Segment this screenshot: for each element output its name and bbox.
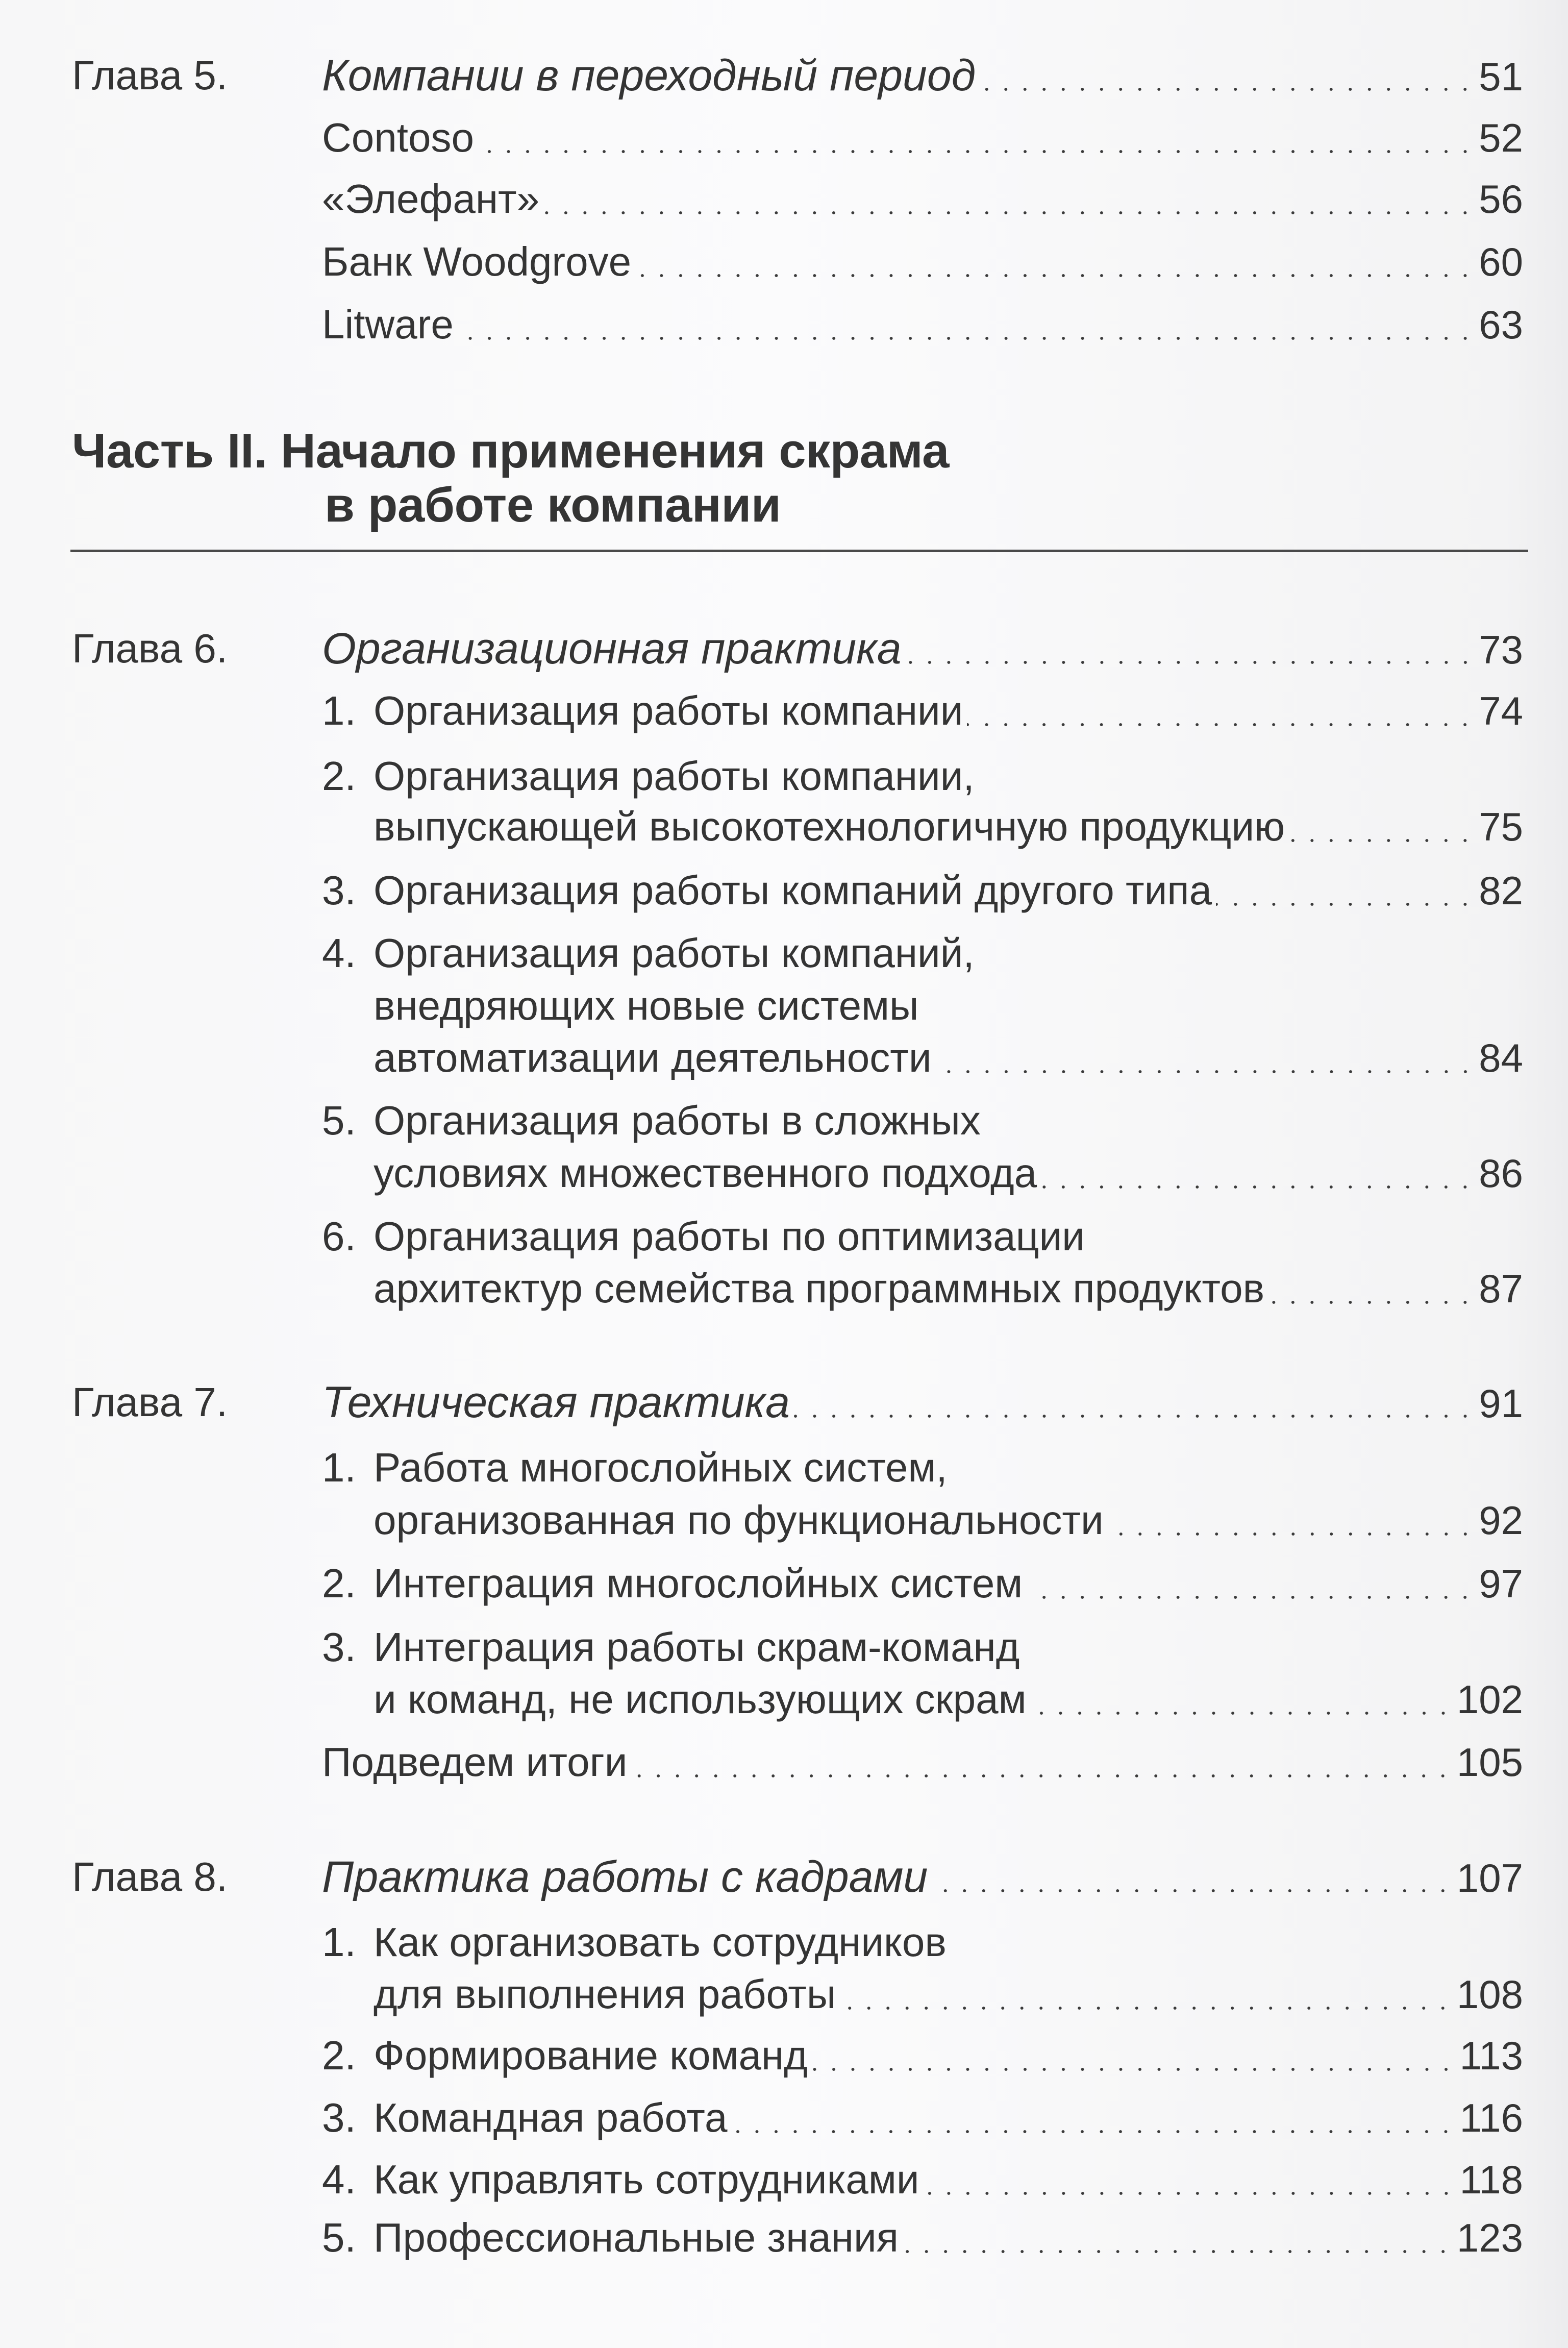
dot-leader [980, 86, 1475, 92]
page-number: 97 [1479, 1561, 1523, 1606]
entry-title: Организация работы компании [374, 688, 963, 733]
page-number: 75 [1479, 804, 1523, 849]
entry-title: Как управлять сотрудниками [374, 2157, 919, 2202]
entry-number: 6. [322, 1214, 356, 1259]
dot-leader [1108, 1531, 1475, 1537]
entry-number: 2. [322, 2033, 356, 2078]
entry-title: Банк Woodgrove [322, 239, 632, 284]
toc-entry-continuation[interactable] [374, 1497, 1523, 1543]
entry-title: Организация работы в сложных [374, 1098, 981, 1143]
page-number: 108 [1456, 1972, 1523, 2017]
dot-leader [903, 2248, 1453, 2255]
dot-leader [543, 210, 1475, 216]
entry-title: Litware [322, 302, 454, 347]
toc-entry[interactable] [322, 1563, 1523, 1604]
toc-entry[interactable] [322, 2035, 1523, 2076]
toc-entry-chapter-7[interactable] [322, 1378, 1523, 1427]
toc-entry[interactable] [322, 304, 1523, 345]
toc-entry-continuation[interactable] [374, 1971, 1523, 2017]
dot-leader [794, 1413, 1475, 1419]
entry-title: Командная работа [374, 2095, 728, 2140]
toc-entry[interactable] [322, 241, 1523, 282]
chapter-6-label: Глава 6. [72, 626, 228, 671]
entry-title: Организация работы компаний, [374, 930, 975, 976]
entry-title: организованная по функциональности [374, 1497, 1104, 1543]
page-number: 56 [1479, 177, 1523, 221]
entry-title: автоматизации деятельности [374, 1035, 932, 1080]
dot-leader [906, 659, 1475, 665]
entry-title: Интеграция работы скрам-команд [374, 1624, 1020, 1670]
entry-title: архитектур семейства программных продуктов [374, 1266, 1265, 1311]
dot-leader [1041, 1184, 1475, 1190]
chapter-5-title: Компании в переходный период [322, 51, 976, 100]
page-number: 82 [1479, 868, 1523, 913]
page-number: 123 [1456, 2215, 1523, 2260]
toc-entry[interactable] [322, 1447, 1523, 1488]
part-heading-line-2: в работе компании [325, 478, 781, 532]
dot-leader [932, 1888, 1453, 1894]
toc-entry[interactable] [322, 870, 1523, 911]
dot-leader [478, 149, 1475, 155]
entry-title: Профессиональные знания [374, 2215, 899, 2260]
toc-entry[interactable] [322, 1216, 1523, 1257]
entry-title: Как организовать сотрудников [374, 1919, 947, 1965]
page-number: 116 [1459, 2095, 1523, 2140]
part-heading-line-1: Часть II. Начало применения скрама [72, 424, 949, 478]
dot-leader [812, 2066, 1456, 2072]
dot-leader [458, 335, 1475, 341]
page-number: 91 [1479, 1381, 1523, 1426]
entry-title: Contoso [322, 115, 474, 160]
page-number: 86 [1479, 1151, 1523, 1196]
toc-entry[interactable] [322, 930, 1523, 976]
entry-number: 4. [322, 2157, 356, 2202]
page-number: 113 [1459, 2033, 1523, 2078]
toc-entry[interactable] [322, 753, 1523, 799]
chapter-6-title: Организационная практика [322, 624, 902, 673]
chapter-7-title: Техническая практика [322, 1378, 790, 1427]
entry-title: Интеграция многослойных систем [374, 1561, 1023, 1606]
entry-number: 1. [322, 1445, 356, 1490]
chapter-5-label: Глава 5. [72, 53, 228, 98]
toc-entry[interactable] [322, 2217, 1523, 2258]
entry-number: 3. [322, 1624, 356, 1670]
entry-title: Формирование команд [374, 2033, 808, 2078]
entry-title: и команд, не использующих скрам [374, 1676, 1027, 1722]
dot-leader [1027, 1594, 1475, 1600]
dot-leader [924, 2190, 1456, 2196]
toc-entry[interactable] [322, 2159, 1523, 2200]
entry-number: 1. [322, 688, 356, 733]
toc-entry[interactable] [322, 1624, 1523, 1670]
entry-title: условиях множественного подхода [374, 1150, 1037, 1196]
toc-entry-continuation[interactable] [374, 1037, 1523, 1078]
entry-title-continuation: внедряющих новые системы [374, 983, 919, 1028]
dot-leader [967, 722, 1475, 728]
toc-entry[interactable] [322, 1919, 1523, 1965]
dot-leader [1031, 1710, 1453, 1716]
entry-number: 3. [322, 2095, 356, 2140]
entry-title: выпускающей высокотехнологичную продукцию [374, 804, 1285, 849]
entry-title: Подведем итоги [322, 1739, 628, 1785]
dot-leader [731, 2129, 1455, 2135]
page-number: 51 [1479, 54, 1523, 99]
toc-entry-chapter-5[interactable] [322, 51, 1523, 100]
page-number: 92 [1479, 1498, 1523, 1543]
toc-entry-continuation[interactable] [374, 1150, 1523, 1196]
page-number: 60 [1479, 239, 1523, 284]
page-number: 73 [1479, 627, 1523, 672]
toc-entry[interactable] [322, 176, 1523, 221]
page-number: 102 [1456, 1677, 1523, 1722]
entry-title: Работа многослойных систем, [374, 1445, 948, 1490]
chapter-8-label: Глава 8. [72, 1854, 228, 1899]
entry-number: 2. [322, 1561, 356, 1606]
page-number: 63 [1479, 302, 1523, 347]
entry-title: Организация работы по оптимизации [374, 1214, 1085, 1259]
toc-entry-continuation[interactable] [374, 1676, 1523, 1722]
toc-entry-chapter-6[interactable] [322, 624, 1523, 673]
dot-leader [1289, 837, 1475, 844]
page-number: 107 [1456, 1856, 1523, 1900]
entry-title: «Элефант» [322, 176, 540, 221]
page-number: 52 [1479, 115, 1523, 160]
entry-number: 5. [322, 2215, 356, 2260]
page-number: 74 [1479, 688, 1523, 733]
page-number: 105 [1456, 1740, 1523, 1785]
chapter-7-label: Глава 7. [72, 1379, 228, 1425]
dot-leader [1268, 1299, 1475, 1305]
dot-leader [936, 1069, 1475, 1075]
entry-title: для выполнения работы [374, 1971, 836, 2017]
toc-entry-summary[interactable] [322, 1739, 1523, 1785]
entry-number: 3. [322, 868, 356, 913]
dot-leader [631, 1773, 1452, 1779]
entry-number: 2. [322, 753, 356, 799]
entry-title: Организация работы компании, [374, 753, 975, 799]
toc-entry-continuation[interactable] [374, 806, 1523, 847]
section-divider [70, 550, 1528, 552]
entry-number: 1. [322, 1919, 356, 1965]
page-number: 118 [1459, 2157, 1523, 2202]
entry-number: 4. [322, 930, 356, 976]
page-number: 84 [1479, 1035, 1523, 1080]
toc-entry[interactable] [322, 117, 1523, 158]
dot-leader [1216, 901, 1475, 907]
entry-title: Организация работы компаний другого типа [374, 868, 1212, 913]
toc-entry[interactable] [322, 2097, 1523, 2138]
toc-entry-continuation[interactable] [374, 1268, 1523, 1309]
chapter-8-title: Практика работы с кадрами [322, 1852, 928, 1901]
page-number: 87 [1479, 1266, 1523, 1311]
dot-leader [635, 273, 1475, 279]
toc-entry[interactable] [322, 1100, 1523, 1141]
entry-number: 5. [322, 1098, 356, 1143]
toc-entry-chapter-8[interactable] [322, 1852, 1523, 1901]
dot-leader [840, 2005, 1452, 2011]
toc-entry[interactable] [322, 690, 1523, 731]
